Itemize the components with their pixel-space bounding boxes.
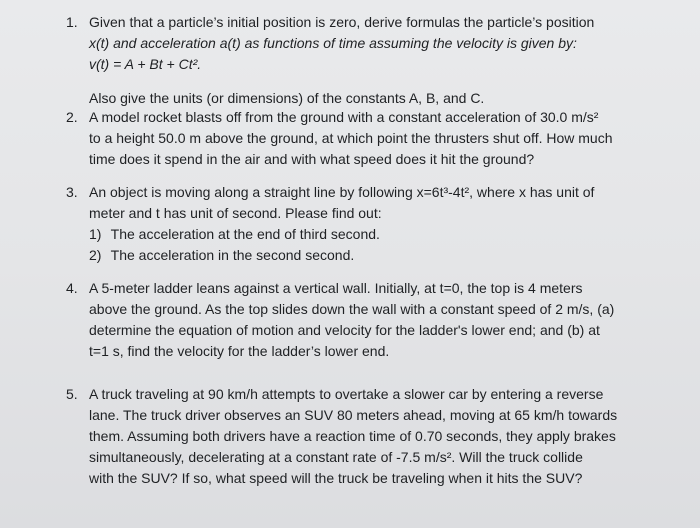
question-text-line: A model rocket blasts off from the ground with a constant acceleration of 30.0 m/s² (89, 109, 599, 125)
question-number: 3. (66, 184, 78, 200)
sub-question-1 (89, 224, 679, 245)
question-text-line: with the SUV? If so, what speed will the truck be traveling when it hits the SUV? (89, 470, 583, 486)
question-text-line: A 5-meter ladder leans against a vertical wall. Initially, at t=0, the top is 4 meters (89, 280, 583, 296)
question-number: 4. (66, 280, 78, 296)
question-text-line: t=1 s, find the velocity for the ladder’s lower end. (89, 343, 390, 359)
question-text-line: simultaneously, decelerating at a constant rate of -7.5 m/s². Will the truck collide (89, 449, 583, 465)
question-text-line: Given that a particle’s initial position is zero, derive formulas the particle’s position (89, 14, 595, 30)
question-text-line: meter and t has unit of second. Please find out: (89, 205, 382, 221)
question-text-line: x(t) and acceleration a(t) as functions of time assuming the velocity is given by: (89, 35, 577, 51)
question-text-line: A truck traveling at 90 km/h attempts to overtake a slower car by entering a reverse (89, 386, 604, 402)
question-number: 2. (66, 109, 78, 125)
question-number: 1. (66, 14, 78, 30)
sub-question-number: 1) (89, 226, 102, 242)
question-text-line: lane. The truck driver observes an SUV 80 meters ahead, moving at 65 km/h towards (89, 407, 618, 423)
sub-question-text: The acceleration at the end of third second. (110, 226, 380, 242)
question-text-line: them. Assuming both drivers have a reaction time of 0.70 seconds, they apply brakes (89, 428, 616, 444)
sub-question-text: The acceleration in the second second. (110, 247, 355, 263)
question-text-line: time does it spend in the air and with what speed does it hit the ground? (89, 151, 535, 167)
question-text-line: Also give the units (or dimensions) of the constants A, B, and C. (89, 90, 485, 106)
sub-question-2 (89, 245, 679, 266)
question-text-line: An object is moving along a straight line by following x=6t³-4t², where x has unit of (89, 184, 595, 200)
question-text-line: above the ground. As the top slides down the wall with a constant speed of 2 m/s, (a) (89, 301, 615, 317)
question-text-line: v(t) = A + Bt + Ct². (89, 56, 202, 72)
sub-question-number: 2) (89, 247, 102, 263)
question-text-line: to a height 50.0 m above the ground, at which point the thrusters shut off. How much (89, 130, 613, 146)
question-text-line: determine the equation of motion and velocity for the ladder's lower end; and (b) at (89, 322, 600, 338)
question-number: 5. (66, 386, 78, 402)
